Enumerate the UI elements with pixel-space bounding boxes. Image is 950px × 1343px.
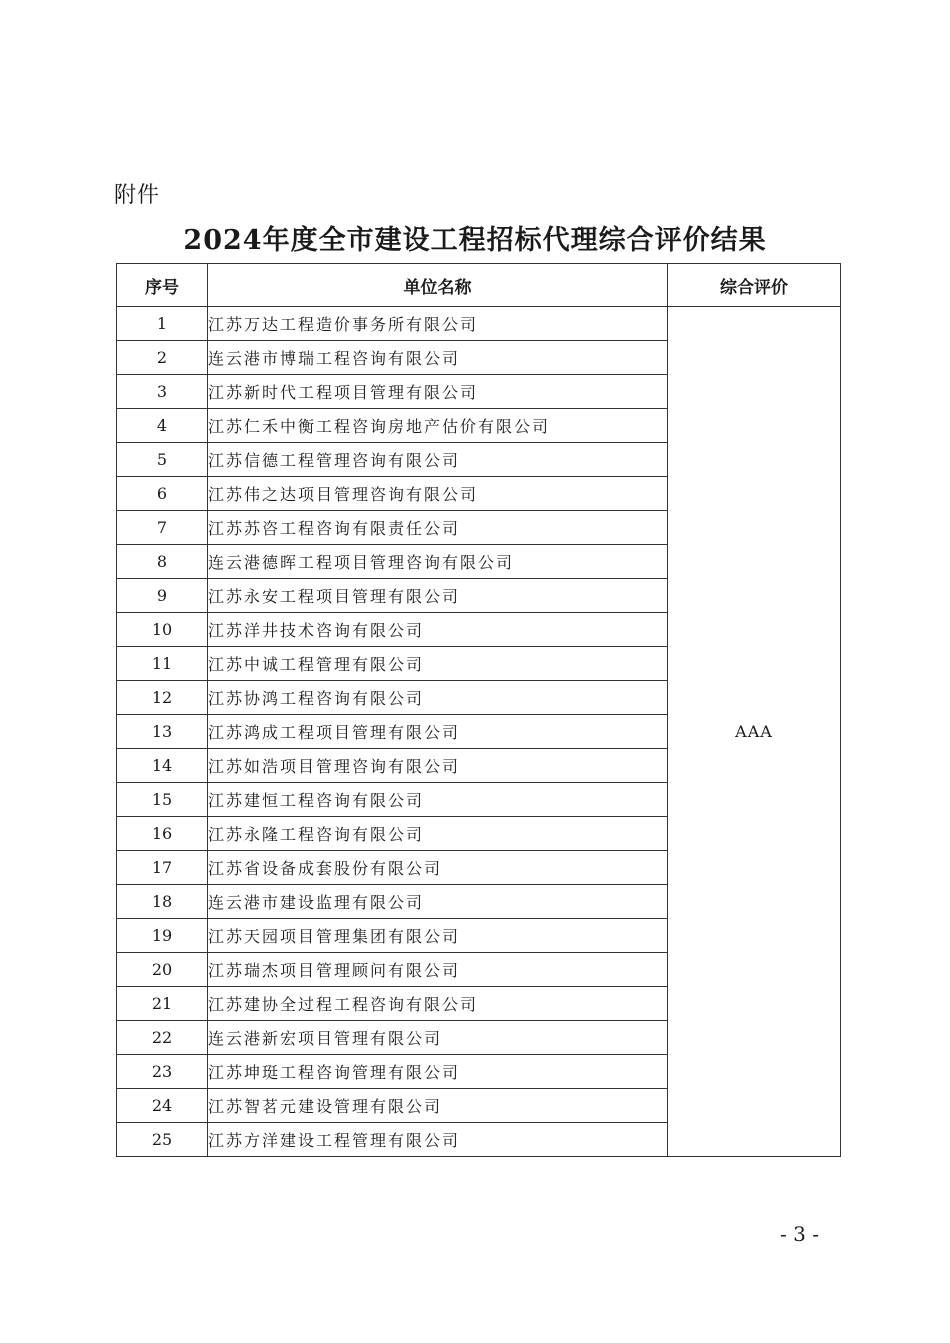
row-seq: 2 [117,341,208,375]
row-seq: 13 [117,715,208,749]
header-rating: 综合评价 [668,264,841,307]
row-company-name: 连云港新宏项目管理有限公司 [208,1021,668,1055]
row-seq: 15 [117,783,208,817]
table-row [117,307,841,341]
row-company-name: 江苏信德工程管理咨询有限公司 [208,443,668,477]
row-company-name: 江苏仁禾中衡工程咨询房地产估价有限公司 [208,409,668,443]
row-company-name: 江苏省设备成套股份有限公司 [208,851,668,885]
table-body [117,307,841,1157]
row-seq: 12 [117,681,208,715]
row-company-name: 江苏坤珽工程咨询管理有限公司 [208,1055,668,1089]
row-seq: 19 [117,919,208,953]
row-seq: 8 [117,545,208,579]
row-seq: 16 [117,817,208,851]
row-company-name: 江苏洋井技术咨询有限公司 [208,613,668,647]
row-company-name: 江苏万达工程造价事务所有限公司 [208,307,668,341]
row-company-name: 江苏苏咨工程咨询有限责任公司 [208,511,668,545]
row-company-name: 江苏新时代工程项目管理有限公司 [208,375,668,409]
results-table [116,263,841,1157]
row-seq: 9 [117,579,208,613]
row-company-name: 江苏伟之达项目管理咨询有限公司 [208,477,668,511]
row-seq: 5 [117,443,208,477]
row-company-name: 连云港市建设监理有限公司 [208,885,668,919]
row-company-name: 江苏智茗元建设管理有限公司 [208,1089,668,1123]
row-company-name: 江苏天园项目管理集团有限公司 [208,919,668,953]
row-seq: 11 [117,647,208,681]
row-seq: 6 [117,477,208,511]
table-header-row [117,264,841,307]
row-company-name: 江苏瑞杰项目管理顾问有限公司 [208,953,668,987]
row-company-name: 江苏中诚工程管理有限公司 [208,647,668,681]
row-seq: 1 [117,307,208,341]
row-company-name: 连云港市博瑞工程咨询有限公司 [208,341,668,375]
row-seq: 22 [117,1021,208,1055]
row-company-name: 连云港德晖工程项目管理咨询有限公司 [208,545,668,579]
row-seq: 14 [117,749,208,783]
row-seq: 23 [117,1055,208,1089]
row-seq: 7 [117,511,208,545]
row-seq: 21 [117,987,208,1021]
row-seq: 17 [117,851,208,885]
row-seq: 3 [117,375,208,409]
row-company-name: 江苏建恒工程咨询有限公司 [208,783,668,817]
row-seq: 20 [117,953,208,987]
document-title: 2024年度全市建设工程招标代理综合评价结果 [183,225,767,256]
row-seq: 18 [117,885,208,919]
header-name: 单位名称 [208,264,668,307]
attachment-label: 附件 [114,183,161,208]
row-seq: 10 [117,613,208,647]
row-company-name: 江苏永隆工程咨询有限公司 [208,817,668,851]
row-company-name: 江苏如浩项目管理咨询有限公司 [208,749,668,783]
rating-cell: AAA [668,307,841,1157]
row-company-name: 江苏方洋建设工程管理有限公司 [208,1123,668,1157]
row-seq: 4 [117,409,208,443]
row-company-name: 江苏协鸿工程咨询有限公司 [208,681,668,715]
header-seq: 序号 [117,264,208,307]
row-seq: 25 [117,1123,208,1157]
row-company-name: 江苏建协全过程工程咨询有限公司 [208,987,668,1021]
row-company-name: 江苏鸿成工程项目管理有限公司 [208,715,668,749]
row-seq: 24 [117,1089,208,1123]
row-company-name: 江苏永安工程项目管理有限公司 [208,579,668,613]
page-number: - 3 - [780,1222,819,1246]
